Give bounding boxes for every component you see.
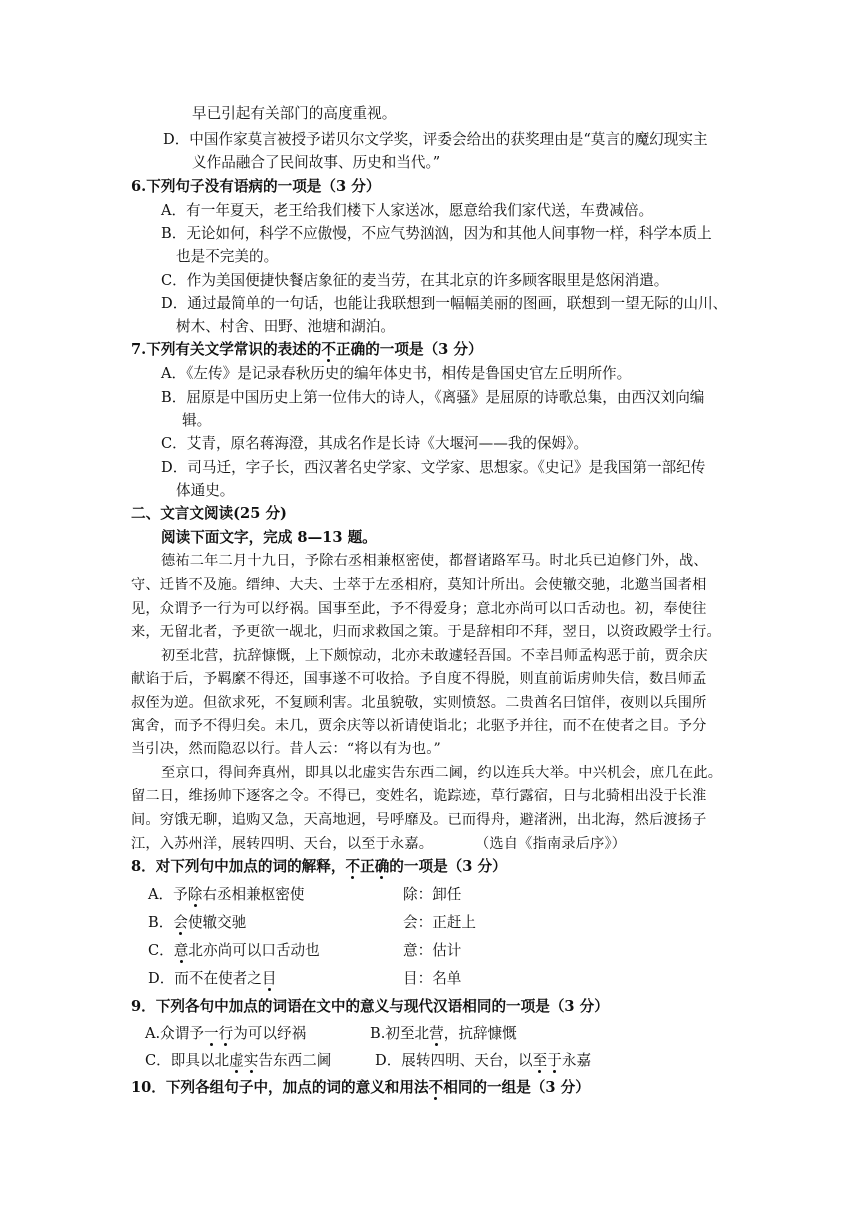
passage-line: 德祐二年二月十九日，予除右丞相兼枢密使，都督诸路军马。时北兵已迫修门外，战、 <box>161 553 708 569</box>
q8-option-d: D．而不在使者之目 <box>148 970 277 987</box>
q6-option-d: D．通过最简单的一句话，也能让我联想到一幅幅美丽的图画，联想到一望无际的山川、 <box>161 295 728 312</box>
question-7: 7.下列有关文学常识的表述的不正确的一项是（3 分） <box>131 341 483 358</box>
q8-gloss-b: 会：正赶上 <box>403 914 476 931</box>
q6-option-b-continuation: 也是不完美的。 <box>176 248 279 265</box>
q7-option-b-continuation: 辑。 <box>182 412 212 429</box>
q9-option-a: A.众谓予一行为可以纾祸 <box>145 1025 307 1042</box>
q7-option-c: C．艾青，原名蒋海澄，其成名作是长诗《大堰河——我的保姆》。 <box>161 435 589 452</box>
q8-gloss-c: 意：估计 <box>403 942 462 959</box>
passage-line: 至京口，得间奔真州，即具以北虚实告东西二阃，约以连兵大举。中兴机会，庶几在此。 <box>161 765 723 781</box>
q6-option-c: C．作为美国便捷快餐店象征的麦当劳，在其北京的许多顾客眼里是悠闲消遣。 <box>161 272 669 289</box>
option-d-continuation: 义作品融合了民间故事、历史和当代。” <box>192 154 441 171</box>
q8-option-c: C．意北亦尚可以口舌动也 <box>148 942 320 959</box>
q7-option-d: D．司马迁，字子长，西汉著名史学家、文学家、思想家。《史记》是我国第一部纪传 <box>161 459 706 476</box>
passage-line: 当引决，然而隐忍以行。昔人云：“将以有为也。” <box>131 741 441 757</box>
question-8: 8．对下列句中加点的词的解释，不正确的一项是（3 分） <box>131 858 507 875</box>
q8-gloss-a: 除：卸任 <box>403 886 462 903</box>
option-d: D．中国作家莫言被授予诺贝尔文学奖，评委会给出的获奖理由是“莫言的魔幻现实主 <box>163 131 708 148</box>
q8-option-b: B．会使辙交驰 <box>148 914 247 931</box>
reading-instruction: 阅读下面文字，完成 8—13 题。 <box>161 529 377 546</box>
q6-option-a: A．有一年夏天，老王给我们楼下人家送冰，愿意给我们家代送，车费减倍。 <box>161 202 654 219</box>
question-10: 10．下列各组句子中，加点的词的意义和用法不相同的一组是（3 分） <box>131 1079 590 1096</box>
passage-line: 献谄于后，予羁縻不得还，国事遂不可收拾。予自度不得脱，则直前诟虏帅失信，数吕师孟 <box>131 671 707 687</box>
passage-line: 叔侄为逆。但欲求死，不复顾利害。北虽貌敬，实则愤怒。二贵酋名曰馆伴，夜则以兵围所 <box>131 695 707 711</box>
passage-line: 见，众谓予一行为可以纾祸。国事至此，予不得爱身；意北亦尚可以口舌动也。初，奉使往 <box>131 601 707 617</box>
q7-option-d-continuation: 体通史。 <box>176 482 235 499</box>
passage-source: （选自《指南录后序》） <box>475 836 627 852</box>
question-6: 6.下列句子没有语病的一项是（3 分） <box>131 178 381 195</box>
q9-option-d: D．展转四明、天台，以至于永嘉 <box>375 1052 592 1069</box>
q8-gloss-d: 目：名单 <box>403 970 462 987</box>
passage-line: 来，无留北者，予更欲一觇北，归而求救国之策。于是辞相印不拜，翌日，以资政殿学士行。 <box>131 624 721 640</box>
question-9: 9．下列各句中加点的词语在文中的意义与现代汉语相同的一项是（3 分） <box>131 998 609 1015</box>
q6-option-d-continuation: 树木、村舍、田野、池塘和湖泊。 <box>176 318 395 335</box>
q9-option-c: C．即具以北虚实告东西二阃 <box>145 1052 332 1069</box>
passage-line: 初至北营，抗辞慷慨，上下颇惊动，北亦未敢遽轻吾国。不幸吕师孟构恶于前，贾余庆 <box>161 648 708 664</box>
section-heading: 二、文言文阅读(25 分) <box>131 505 287 522</box>
q8-option-a: A．予除右丞相兼枢密使 <box>148 886 305 903</box>
passage-line: 留二日，维扬帅下逐客之令。不得已，变姓名，诡踪迹，草行露宿，日与北骑相出没于长淮 <box>131 788 707 804</box>
q7-option-b: B．屈原是中国历史上第一位伟大的诗人，《离骚》是屈原的诗歌总集，由西汉刘向编 <box>161 389 705 406</box>
passage-line: 寓舍，而予不得归矣。未几，贾余庆等以祈请使诣北；北驱予并往，而不在使者之目。予分 <box>131 718 707 734</box>
q7-option-a: A．《左传》是记录春秋历史的编年体史书，相传是鲁国史官左丘明所作。 <box>161 365 632 382</box>
passage-line: 江，入苏州洋，展转四明、天台，以至于永嘉。 <box>131 836 434 852</box>
q6-option-b: B．无论如何，科学不应傲慢，不应气势汹汹，因为和其他人间事物一样，科学本质上 <box>161 225 712 242</box>
q9-option-b: B.初至北营，抗辞慷慨 <box>370 1025 517 1042</box>
passage-line: 守、迁皆不及施。缙绅、大夫、士萃于左丞相府，莫知计所出。会使辙交驰，北邀当国者相 <box>131 577 707 593</box>
passage-line: 间。穷饿无聊，追购又急，天高地迥，号呼靡及。已而得舟，避渚洲，出北海，然后渡扬子 <box>131 812 707 828</box>
option-c-continuation: 早已引起有关部门的高度重视。 <box>192 105 397 122</box>
